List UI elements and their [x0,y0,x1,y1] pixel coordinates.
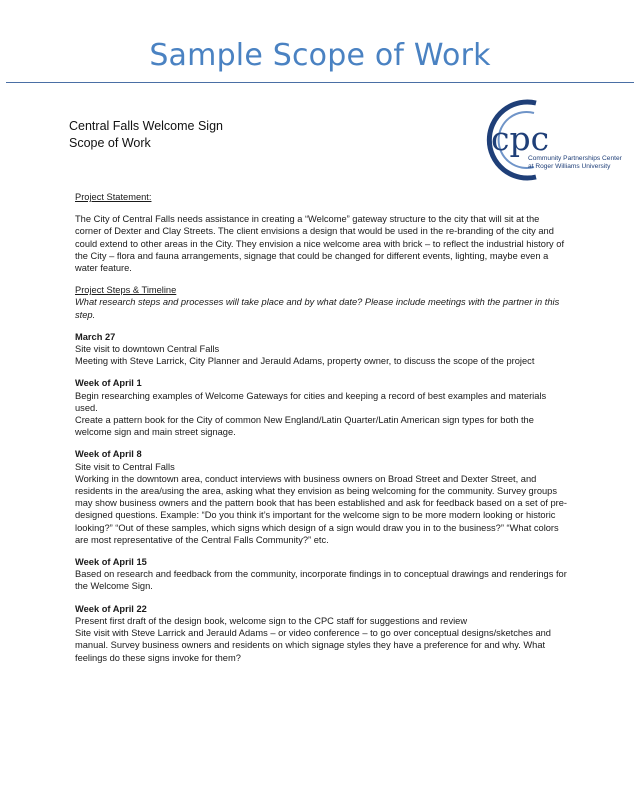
timeline-entry-april-1 [75,377,567,438]
timeline-line: Create a pattern book for the City of common New England/Latin Quarter/Latin American sign types for both the welcome sign and main street signage. [75,415,534,438]
timeline-date: Week of April 8 [75,449,142,460]
project-statement-label: Project Statement: [75,192,152,202]
logo-acronym: cpc [491,119,550,158]
timeline-line: Site visit to Central Falls [75,461,175,472]
page-title: Sample Scope of Work [149,38,491,73]
title-divider [6,82,634,83]
timeline-date: Week of April 15 [75,557,147,568]
timeline-entry-april-8 [75,448,567,546]
document-body [75,191,567,664]
project-steps-question: What research steps and processes will take place and by what date? Please include meetings with the partner in this step. [75,297,560,320]
timeline-entry-april-15 [75,556,567,593]
timeline-line: Present first draft of the design book, welcome sign to the CPC staff for suggestions and review [75,615,468,626]
heading-doc-type: Scope of Work [69,136,151,150]
document-heading [69,118,223,152]
project-steps-label: Project Steps & Timeline [75,285,177,296]
heading-project-name: Central Falls Welcome Sign [69,119,223,133]
timeline-line: Based on research and feedback from the community, incorporate findings in to conceptual drawings and renderings for the Welcome Sign. [75,569,567,592]
timeline-line: Begin researching examples of Welcome Gateways for cities and keeping a record of best examples and materials used. [75,390,547,413]
timeline-line: Site visit to downtown Central Falls [75,344,220,355]
timeline-line: Site visit with Steve Larrick and Jerauld Adams – or video conference – to go over conceptual designs/sketches and manual. Survey business owners and residents on which signage styles they have a preference for and why. What feelings do these signs invoke for them? [75,628,551,663]
project-statement-text: The City of Central Falls needs assistance in creating a “Welcome” gateway structure to the city that will sit at the corner of Dexter and Clay Streets. The client envisions a design that would be used in the re-branding of the city and could extend to other areas in the City. They envision a nice welcome area with brick – to reflect the industrial history of the City – flora and fauna arrangements, signage that could be changed for different events, lighting, maybe even a water feature. [75,214,565,274]
timeline-date: Week of April 1 [75,378,142,389]
logo-org-line1: Community Partnerships Center [528,155,622,162]
timeline-line: Working in the downtown area, conduct interviews with business owners on Broad Street and Dexter Street, and residents in the area/using the area, asking what they envision as being welcoming for the community. Survey groups may show business owners and the pattern book that has been established and ask for feedback based on a set of pre-designed questions. Example: “Do you think it’s important for the welcome sign to be more modern looking or historic looking?” “Out of these samples, which signs which design of a sign would draw you in to the business?” “What colors are most representative of the Central Falls Community?” etc. [75,473,568,545]
timeline-entry-march-27 [75,331,567,368]
timeline-entry-april-22 [75,603,567,664]
timeline-date: March 27 [75,331,116,342]
timeline-line: Meeting with Steve Larrick, City Planner and Jerauld Adams, property owner, to discuss the scope of the project [75,356,535,367]
cpc-logo-graphic [478,97,638,183]
logo-org-line2: at Roger Williams University [528,163,611,170]
timeline-date: Week of April 22 [75,603,147,614]
cpc-logo [478,97,638,183]
